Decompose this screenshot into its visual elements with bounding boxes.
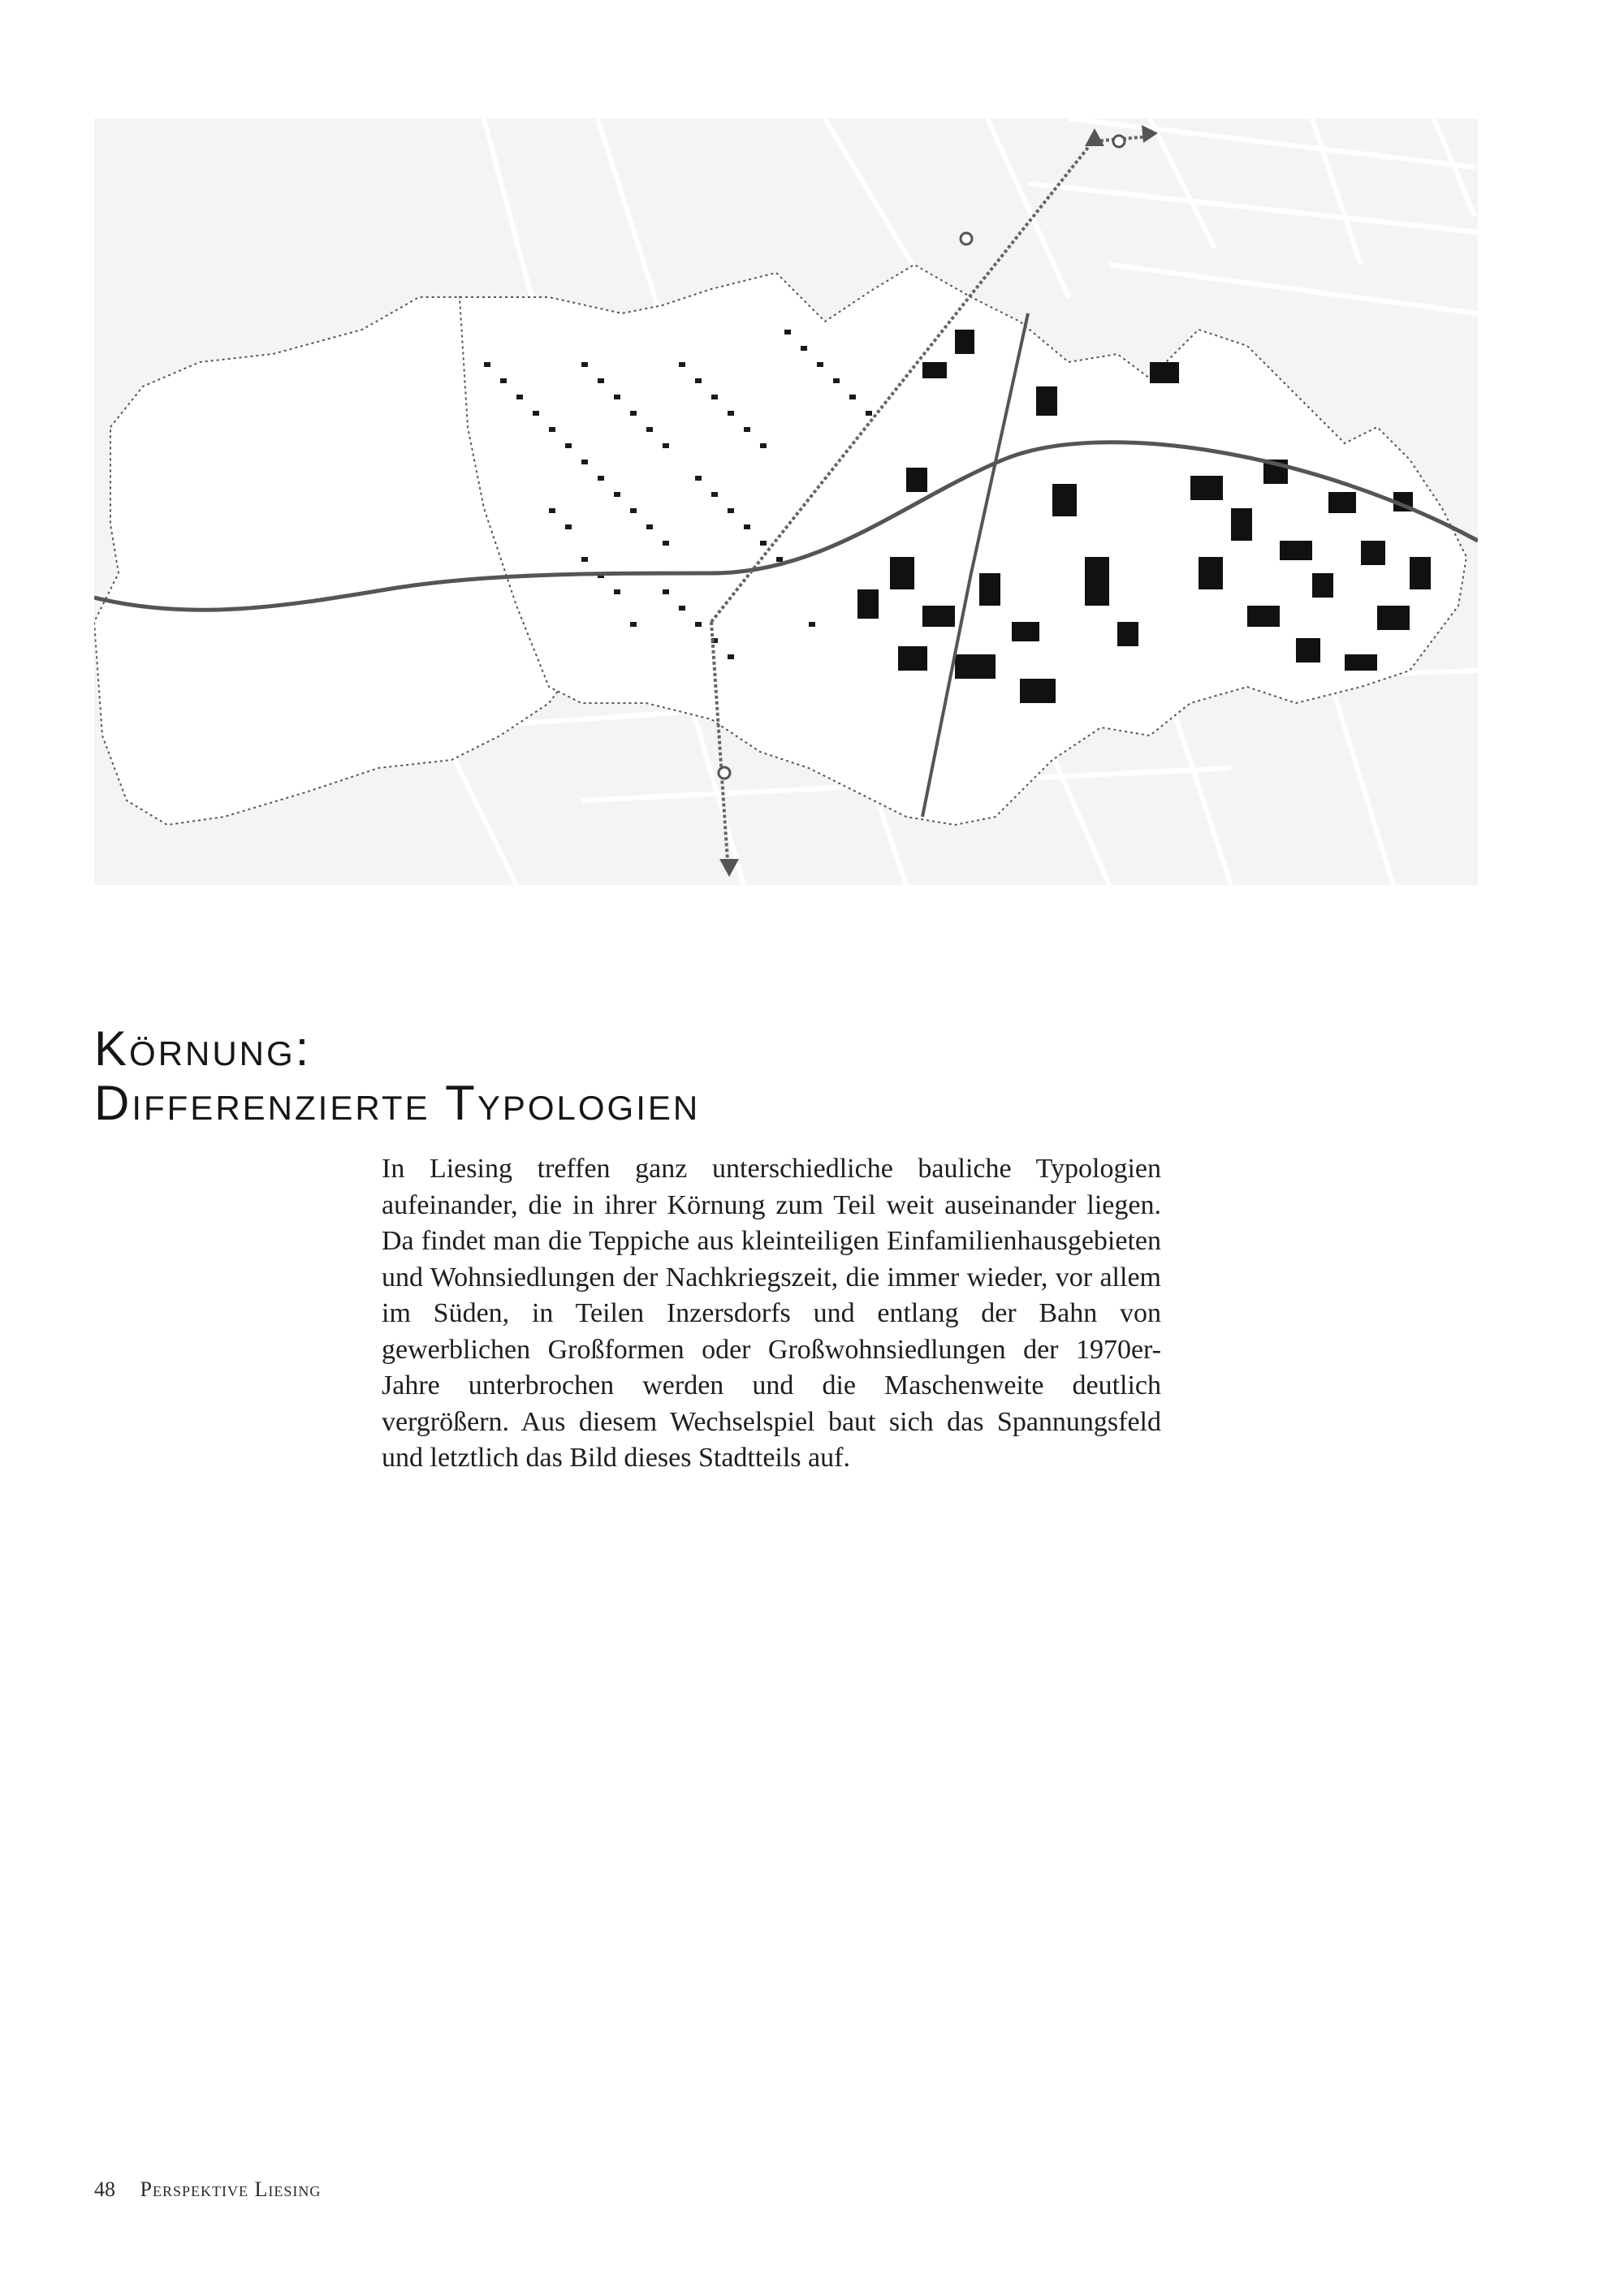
body-paragraph: In Liesing treffen ganz unterschiedliche bauliche Typologien aufeinander, die in ihrer Körnung zum Teil weit auseinander liegen. Da findet man die Teppiche aus kleinteiligen Einfamilienhausgebieten und Wohnsiedlungen der Nachkriegszeit, die immer wieder, vor allem im Süden, in Teilen Inzersdorfs und entlang der Bahn von gewerblichen Großformen oder Großwohnsiedlungen der 1970er-Jahre unterbrochen werden und die Maschenweite deutlich vergrößern. Aus diesem Wechselspiel baut sich das Spannungsfeld und letztlich das Bild dieses Stadtteils auf. (382, 1154, 1161, 1473)
page-footer (94, 2177, 321, 2202)
heading-line-1: Körnung: (94, 1021, 312, 1076)
page-number: 48 (94, 2177, 115, 2201)
district-figure-ground-map (94, 119, 1478, 885)
section-heading (94, 1021, 700, 1130)
heading-line-2: Differenzierte Typologien (94, 1076, 701, 1131)
figure-ground-plan (94, 119, 1478, 885)
publication-title: Perspektive Liesing (140, 2177, 322, 2201)
